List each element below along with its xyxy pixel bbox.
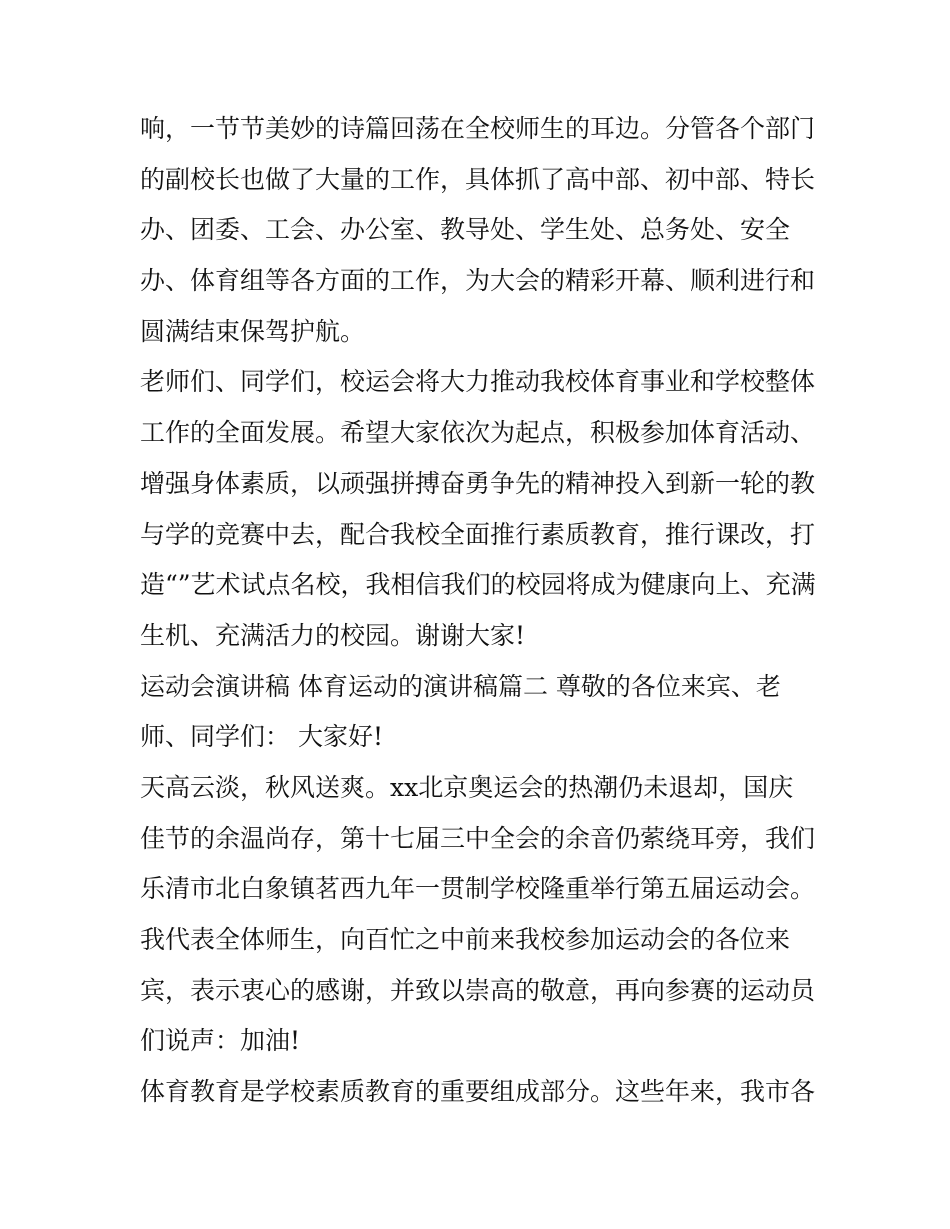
text-line-17: 我代表全体师生，向百忙之中前来我校参加运动会的各位来 (140, 925, 791, 954)
text-line-6: 老师们、同学们，校运会将大力推动我校体育事业和学校整体 (140, 367, 816, 397)
text-line-13: 师、同学们： 大家好! (140, 722, 383, 752)
text-line-8: 增强身体素质，以顽强拼搏奋勇争先的精神投入到新一轮的教 (140, 468, 816, 498)
text-line-10: 造“”艺术试点名校，我相信我们的校园将成为健康向上、充满 (140, 570, 816, 600)
text-line-20: 体育教育是学校素质教育的重要组成部分。这些年来，我市各 (140, 1077, 816, 1107)
text-line-12: 运动会演讲稿 体育运动的演讲稿篇二 尊敬的各位来宾、老 (140, 671, 781, 701)
text-line-3: 办、团委、工会、办公室、教导处、学生处、总务处、安全 (140, 215, 791, 245)
text-line-18: 宾，表示衷心的感谢，并致以崇高的敬意，再向参赛的运动员 (140, 975, 816, 1005)
text-line-16: 乐清市北白象镇茗西九年一贯制学校隆重举行第五届运动会。 (140, 874, 816, 904)
text-line-2: 的副校长也做了大量的工作，具体抓了高中部、初中部、特长 (140, 164, 816, 194)
text-line-11: 生机、充满活力的校园。谢谢大家! (140, 620, 526, 650)
text-line-5: 圆满结束保驾护航。 (140, 316, 366, 346)
body-text (140, 104, 820, 1118)
text-line-1: 响，一节节美妙的诗篇回荡在全校师生的耳边。分管各个部门 (140, 114, 816, 143)
text-line-9: 与学的竞赛中去，配合我校全面推行素质教育，推行课改，打 (140, 519, 816, 549)
text-line-7: 工作的全面发展。希望大家依次为起点，积极参加体育活动、 (140, 418, 816, 448)
text-line-15: 佳节的余温尚存，第十七届三中全会的余音仍萦绕耳旁，我们 (140, 823, 816, 853)
text-line-14: 天高云淡，秋风送爽。xx北京奥运会的热潮仍未退却，国庆 (140, 772, 794, 802)
text-line-4: 办、体育组等各方面的工作，为大会的精彩开幕、顺利进行和 (140, 266, 816, 296)
text-line-19: 们说声：加油! (140, 1026, 301, 1056)
